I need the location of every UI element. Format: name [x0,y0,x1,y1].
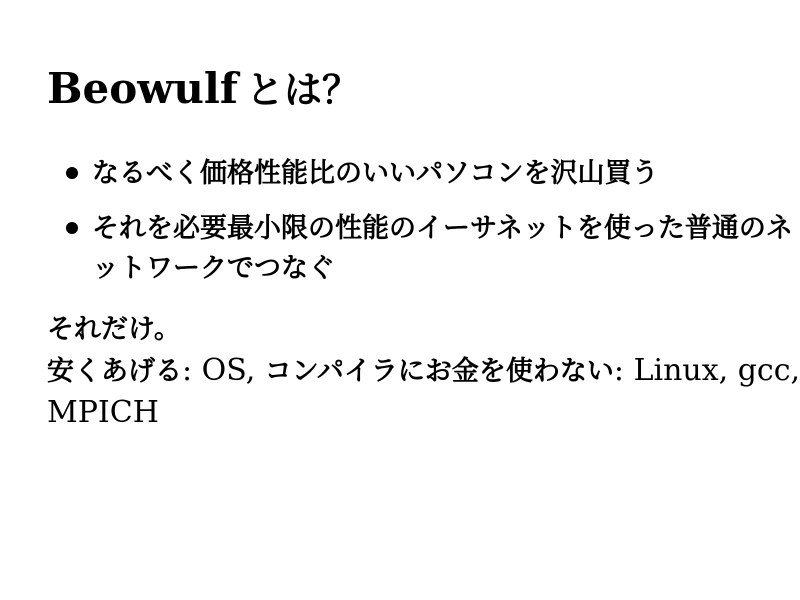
paragraph-line: MPICH [47,394,159,430]
bullet-text-line: それを必要最小限の性能のイーサネットを使った普通のネ [92,212,793,243]
page-title [47,0,800,113]
paragraph-segment-jp: コンパイラにお金を使わない [264,355,614,386]
paragraph-line [47,350,800,392]
paragraph-line: それだけ。 [47,313,181,344]
closing-paragraph [47,309,800,433]
bullet-text-line: なるべく価格性能比のいいパソコンを沢山買う [92,157,659,188]
title-japanese-text: とは？ [245,70,360,112]
bullet-text-line: ットワークでつなぐ [92,252,335,283]
bullet-item [92,153,800,193]
paragraph-segment-latin: : Linux, gcc, [613,352,800,388]
bullet-item [92,208,800,288]
bullet-dot-icon [66,222,78,234]
bullet-dot-icon [66,167,78,179]
paragraph-segment-jp: 安くあげる [47,355,182,386]
paragraph-segment-latin: : OS, [182,352,265,388]
bullet-list [0,153,800,288]
title-latin-text: Beowulf [47,64,238,113]
